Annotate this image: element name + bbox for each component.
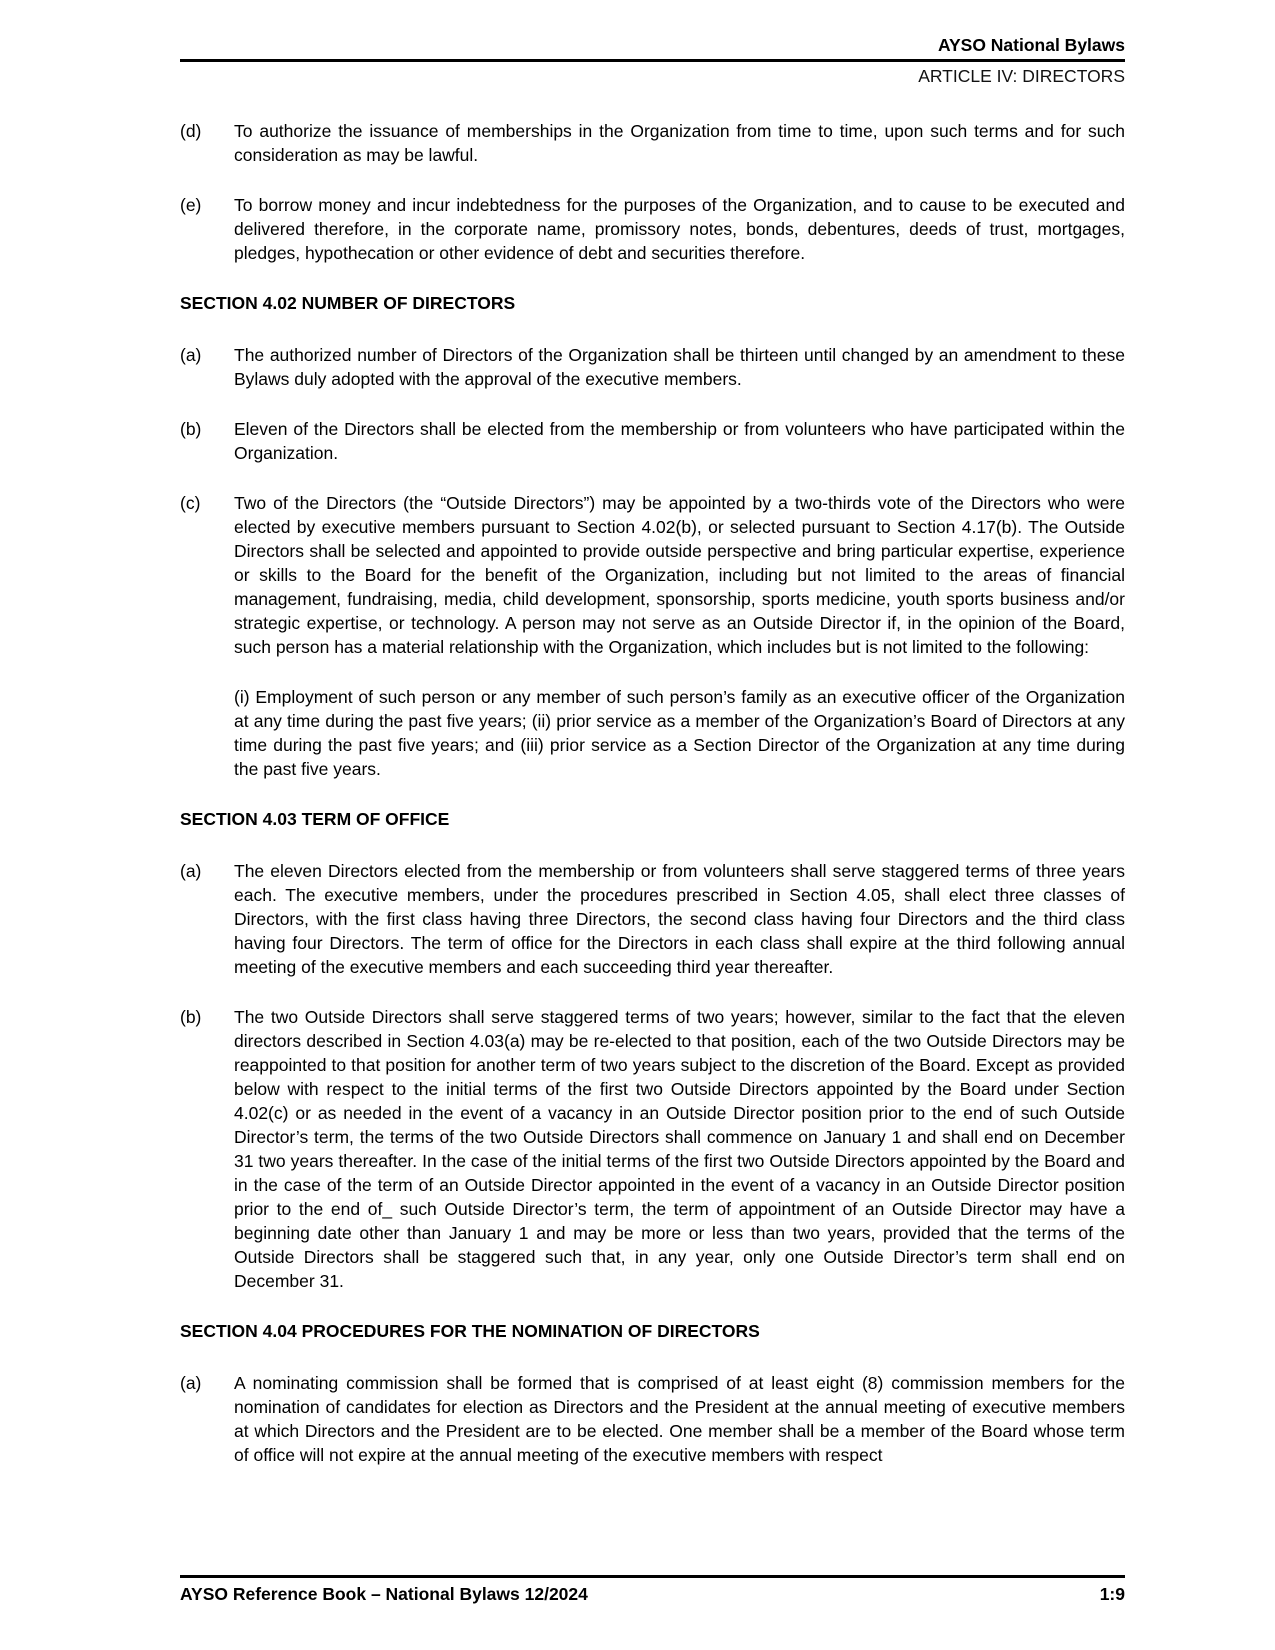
list-item-marker: (a) — [180, 1373, 202, 1393]
list-item-text: To authorize the issuance of memberships in the Organization from time to time, upon such terms and for such consideration as may be lawful. — [234, 121, 1125, 165]
document-body — [180, 87, 1125, 1467]
footer-page-number: 1:9 — [1099, 1584, 1125, 1604]
list-item — [180, 1371, 1125, 1467]
list-item-text: The eleven Directors elected from the membership or from volunteers shall serve staggered terms of three years each. The executive members, under the procedures prescribed in Section 4.05, shall elect three classes of Directors, with the first class having three Directors, the second class having four Directors and the third class having four Directors. The term of office for the Directors in each class shall expire at the third following annual meeting of the executive members and each succeeding third year thereafter. — [234, 861, 1125, 977]
list-item-marker: (b) — [180, 1007, 202, 1027]
header-title: AYSO National Bylaws — [937, 35, 1125, 55]
list-item-marker: (c) — [180, 493, 201, 513]
list-item-marker: (a) — [180, 861, 202, 881]
list-item — [180, 343, 1125, 391]
page-header — [180, 0, 1125, 87]
section-heading: SECTION 4.04 PROCEDURES FOR THE NOMINATION OF DIRECTORS — [180, 1321, 760, 1341]
list-item-text: The two Outside Directors shall serve staggered terms of two years; however, similar to the fact that the eleven directors described in Section 4.03(a) may be re-elected to that position, each of the two Outside Directors may be reappointed to that position for another term of two years subject to the discretion of the Board. Except as provided below with respect to the initial terms of the first two Outside Directors appointed by the Board under Section 4.02(c) or as needed in the event of a vacancy in an Outside Director position prior to the end of such Outside Director’s term, the terms of the two Outside Directors shall commence on January 1 and shall end on December 31 two years thereafter. In the case of the initial terms of the first two Outside Directors appointed by the Board and in the case of the term of an Outside Director appointed in the event of a vacancy in an Outside Director position prior to the end of_ such Outside Director’s term, the term of appointment of an Outside Director may have a beginning date other than January 1 and may be more or less than two years, provided that the terms of the Outside Directors shall be staggered such that, in any year, only one Outside Director’s term shall end on December 31. — [234, 1007, 1125, 1291]
list-item — [180, 417, 1125, 465]
section-heading: SECTION 4.02 NUMBER OF DIRECTORS — [180, 293, 516, 313]
list-item-text: To borrow money and incur indebtedness for the purposes of the Organization, and to cause to be executed and delivered therefore, in the corporate name, promissory notes, bonds, debentures, deeds of trust, mortgages, pledges, hypothecation or other evidence of debt and securities therefore. — [234, 195, 1125, 263]
page-footer — [180, 1575, 1125, 1605]
footer-book-title: AYSO Reference Book – National Bylaws 12/2024 — [180, 1584, 588, 1604]
list-item — [180, 193, 1125, 265]
header-rule — [180, 59, 1125, 62]
section-heading: SECTION 4.03 TERM OF OFFICE — [180, 809, 450, 829]
list-item — [180, 859, 1125, 979]
list-item-text: Eleven of the Directors shall be elected from the membership or from volunteers who have participated within the Organization. — [234, 419, 1125, 463]
list-item — [180, 491, 1125, 659]
list-item — [180, 1005, 1125, 1293]
sub-paragraph: (i) Employment of such person or any member of such person’s family as an executive officer of the Organization at any time during the past five years; (ii) prior service as a member of the Organization’s Board of Directors at any time during the past five years; and (iii) prior service as a Section Director of the Organization at any time during the past five years. — [234, 687, 1125, 779]
list-item-marker: (a) — [180, 345, 202, 365]
list-item — [180, 119, 1125, 167]
list-item-marker: (e) — [180, 195, 202, 215]
list-item-marker: (b) — [180, 419, 202, 439]
list-item-marker: (d) — [180, 121, 202, 141]
list-item-text: Two of the Directors (the “Outside Directors”) may be appointed by a two-thirds vote of the Directors who were elected by executive members pursuant to Section 4.02(b), or selected pursuant to Section 4.17(b). The Outside Directors shall be selected and appointed to provide outside perspective and bring particular expertise, experience or skills to the Board for the benefit of the Organization, including but not limited to the areas of financial management, fundraising, media, child development, sponsorship, sports medicine, youth sports business and/or strategic expertise, or technology. A person may not serve as an Outside Director if, in the opinion of the Board, such person has a material relationship with the Organization, which includes but is not limited to the following: — [234, 493, 1125, 657]
header-article: ARTICLE IV: DIRECTORS — [918, 66, 1125, 86]
list-item-text: The authorized number of Directors of the Organization shall be thirteen until changed by an amendment to these Bylaws duly adopted with the approval of the executive members. — [234, 345, 1125, 389]
list-item-text: A nominating commission shall be formed that is comprised of at least eight (8) commission members for the nomination of candidates for election as Directors and the President at the annual meeting of executive members at which Directors and the President are to be elected. One member shall be a member of the Board whose term of office will not expire at the annual meeting of the executive members with respect — [234, 1373, 1125, 1465]
